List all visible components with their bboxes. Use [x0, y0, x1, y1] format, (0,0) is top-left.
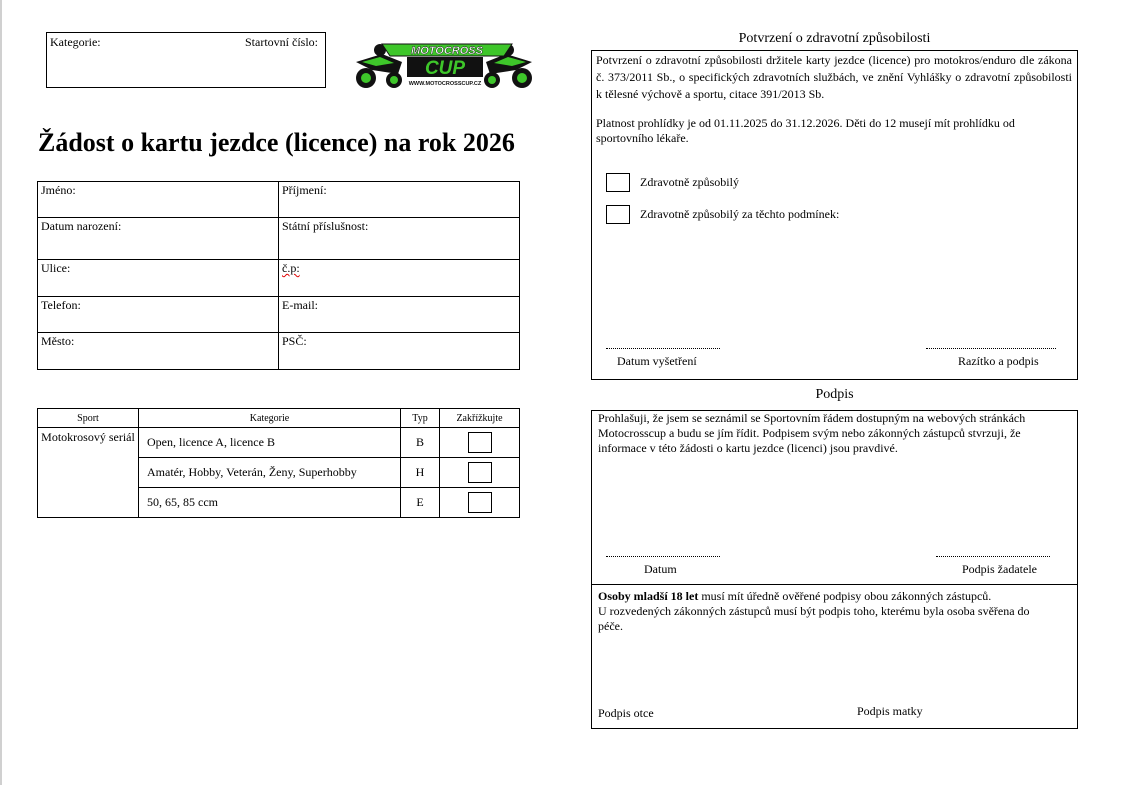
- date-line[interactable]: [606, 556, 720, 557]
- phone-label: Telefon:: [41, 298, 81, 312]
- health-legal-text: Potvrzení o zdravotní způsobilosti držitele karty jezdce (licence) pro motokros/enduro dle zákona č. 373/2011 Sb., o specifických zdravotních službách, ve znění Vyhlášky o zdravotní způsobilosti k tělesné výchově a sportu, citace 391/2013 Sb.: [596, 53, 1072, 101]
- sport-category-table: [37, 408, 520, 518]
- page-title: Žádost o kartu jezdce (licence) na rok 2026: [38, 128, 515, 157]
- logo-url: WWW.MOTOCROSSCUP.CZ: [408, 81, 482, 87]
- phone-field[interactable]: [38, 297, 279, 333]
- zip-label: PSČ:: [282, 334, 307, 348]
- exam-date-label: Datum vyšetření: [617, 354, 697, 368]
- house-number-label: č.p:: [282, 261, 300, 275]
- motocross-cup-logo: [352, 40, 535, 90]
- surname-label: Příjmení:: [282, 183, 327, 197]
- header-category: Kategorie: [139, 409, 401, 428]
- health-validity-text: Platnost prohlídky je od 01.11.2025 do 31.12.2026. Děti do 12 musejí mít prohlídku od sportovního lékaře.: [596, 116, 1015, 145]
- zip-field[interactable]: [279, 333, 520, 370]
- header-type: Typ: [401, 409, 440, 428]
- health-section-title: Potvrzení o zdravotní způsobilosti: [738, 31, 931, 46]
- father-signature-label[interactable]: Podpis otce: [598, 706, 654, 720]
- exam-date-line[interactable]: [606, 348, 720, 349]
- personal-info-table: [37, 181, 520, 370]
- fit-conditional-label: Zdravotně způsobilý za těchto podmínek:: [640, 207, 840, 221]
- logo-cup: CUP: [424, 58, 466, 79]
- category-checkbox-h[interactable]: [468, 462, 492, 483]
- date-label: Datum: [644, 562, 677, 576]
- start-number-label: Startovní číslo:: [245, 35, 318, 49]
- birth-date-label: Datum narození:: [41, 219, 122, 233]
- minors-rest: musí mít úředně ověřené podpisy obou zákonných zástupců.: [698, 589, 992, 603]
- check-cell: [440, 488, 520, 518]
- citizenship-field[interactable]: [279, 218, 520, 260]
- mother-signature-label[interactable]: Podpis matky: [857, 704, 923, 718]
- category-label: Kategorie:: [50, 35, 101, 49]
- logo-graphic: [352, 40, 535, 90]
- type-cell: E: [401, 488, 440, 518]
- citizenship-label: Státní příslušnost:: [282, 219, 369, 233]
- category-checkbox-e[interactable]: [468, 492, 492, 513]
- house-number-field[interactable]: [279, 260, 520, 297]
- check-cell: [440, 458, 520, 488]
- declaration-box: [591, 410, 1078, 585]
- category-cell: [139, 458, 401, 488]
- fit-label: Zdravotně způsobilý: [640, 175, 739, 189]
- category-cell: 50, 65, 85 ccm: [139, 488, 401, 518]
- type-cell: H: [401, 458, 440, 488]
- minors-bold: Osoby mladší 18 let: [598, 589, 699, 603]
- category-text: Amatér, Hobby, Veterán, Ženy, Superhobby: [147, 465, 357, 479]
- category-number-box: [46, 32, 326, 88]
- name-field[interactable]: [38, 182, 279, 218]
- check-cell: [440, 428, 520, 458]
- stamp-label: Razítko a podpis: [958, 354, 1039, 368]
- header-sport: Sport: [38, 409, 139, 428]
- fit-checkbox[interactable]: [606, 173, 630, 192]
- category-cell: Open, licence A, licence B: [139, 428, 401, 458]
- category-checkbox-b[interactable]: [468, 432, 492, 453]
- city-field[interactable]: [38, 333, 279, 370]
- header-check: Zakřížkujte: [440, 409, 520, 428]
- street-label: Ulice:: [41, 261, 71, 275]
- email-field[interactable]: [279, 297, 520, 333]
- applicant-signature-label: Podpis žadatele: [962, 562, 1037, 576]
- page-edge: [0, 0, 2, 785]
- birth-date-field[interactable]: [38, 218, 279, 260]
- name-label: Jméno:: [41, 183, 76, 197]
- health-certificate-box: [591, 50, 1078, 380]
- signature-section-title: Podpis: [815, 387, 854, 402]
- fit-conditional-checkbox[interactable]: [606, 205, 630, 224]
- city-label: Město:: [41, 334, 75, 348]
- sport-cell: Motokrosový seriál: [38, 428, 139, 518]
- surname-field[interactable]: [279, 182, 520, 218]
- type-cell: B: [401, 428, 440, 458]
- divorced-text: U rozvedených zákonných zástupců musí být podpis toho, kterému byla osoba svěřena do péče.: [598, 604, 1030, 633]
- applicant-signature-line[interactable]: [936, 556, 1050, 557]
- minors-text: [598, 589, 1072, 634]
- declaration-text: Prohlašuji, že jsem se seznámil se Sportovním řádem dostupným na webových stránkách Motocrosscup a budu se jím řídit. Podpisem svým nebo zákonných zástupců stvrzuji, že informace v této žádosti o kartu jezdce (licenci) jsou pravdivé.: [598, 411, 1026, 455]
- logo-title: MOTOCROSS: [411, 45, 483, 57]
- stamp-line[interactable]: [926, 348, 1056, 349]
- minors-box: [591, 584, 1078, 729]
- street-field[interactable]: [38, 260, 279, 297]
- email-label: E-mail:: [282, 298, 318, 312]
